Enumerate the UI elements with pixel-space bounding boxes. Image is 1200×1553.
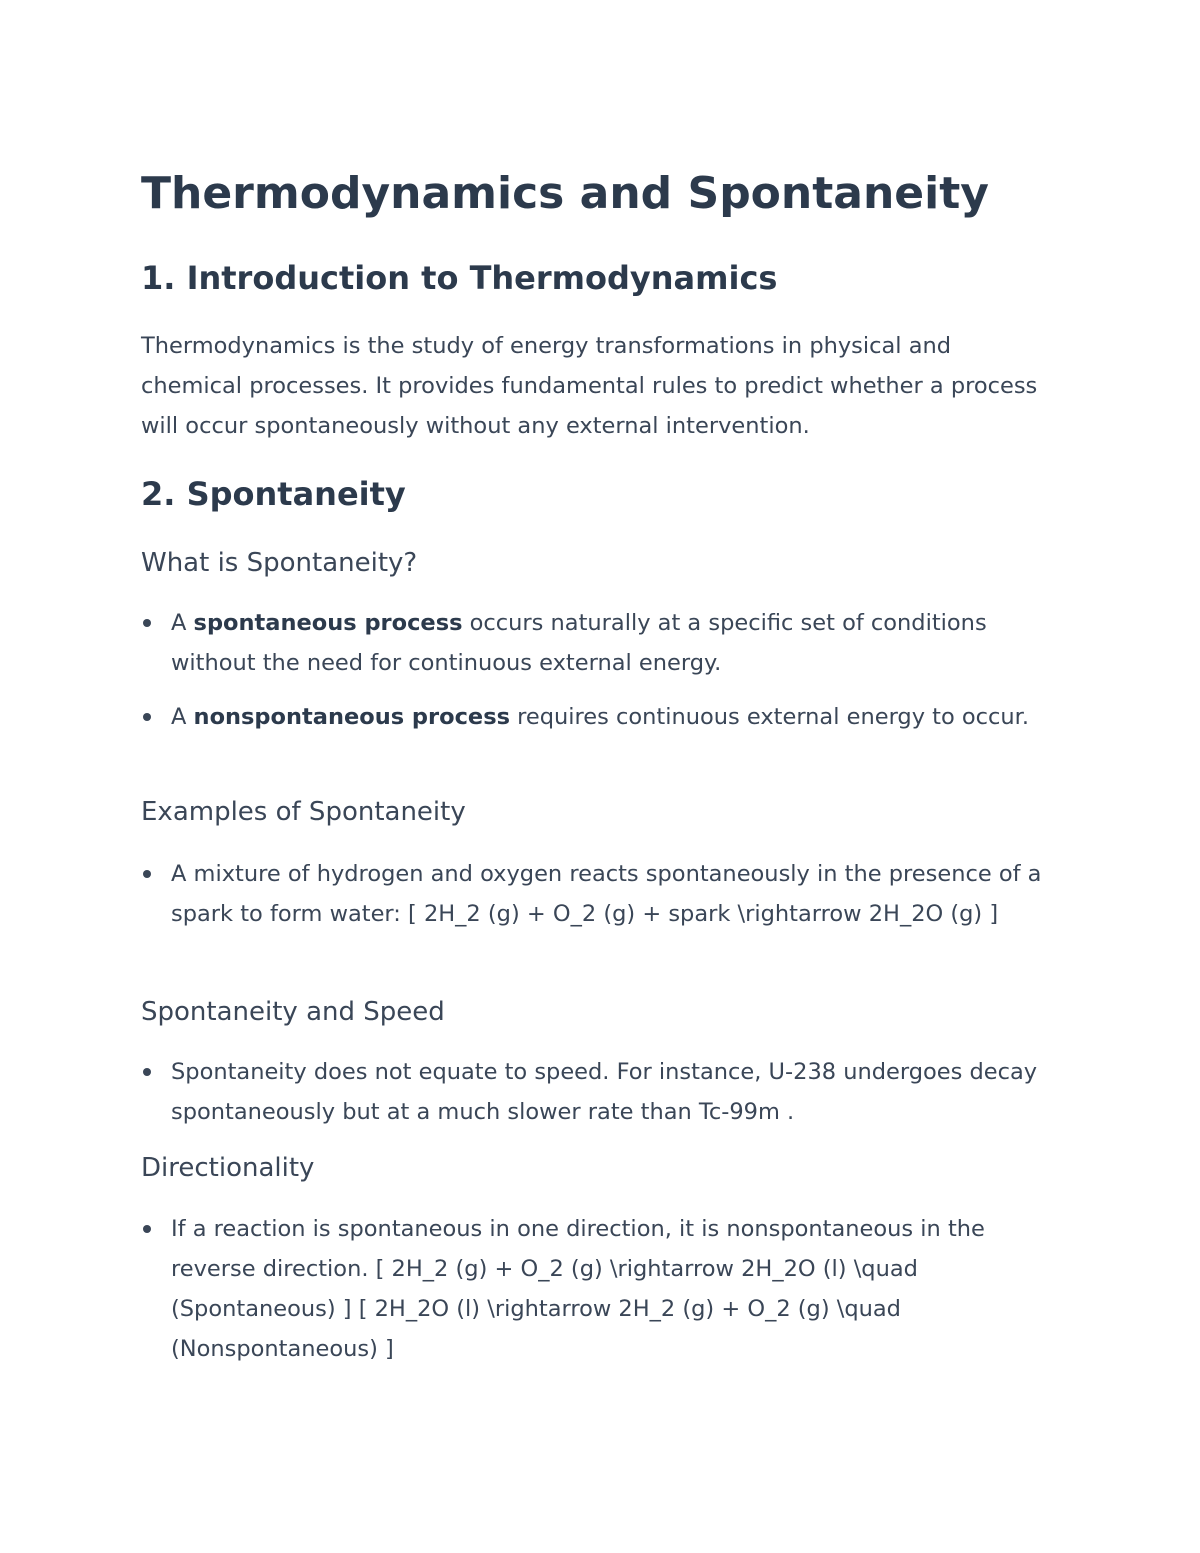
list-item [141, 1209, 1071, 1369]
bold-term: spontaneous process [193, 610, 463, 636]
directionality-list [141, 1209, 1071, 1369]
section-heading-intro: 1. Introduction to Thermodynamics [141, 259, 778, 297]
bullet-icon [143, 1225, 151, 1233]
bold-term: nonspontaneous process [193, 704, 510, 730]
list-item [141, 697, 1071, 737]
bullet-text-pre: A [171, 704, 194, 730]
bullet-text: Spontaneity does not equate to speed. For instance, U-238 undergoes decay spontaneously but at a much slower rate than Tc-99m . [171, 1059, 1038, 1125]
bullet-icon [143, 713, 151, 721]
bullet-icon [143, 1068, 151, 1076]
bullet-icon [143, 870, 151, 878]
subheading-what-is-spontaneity: What is Spontaneity? [141, 548, 418, 578]
examples-list [141, 854, 1071, 934]
subheading-directionality: Directionality [141, 1153, 315, 1183]
bullet-icon [143, 619, 151, 627]
what-is-spontaneity-list [141, 603, 1071, 737]
section-heading-spontaneity: 2. Spontaneity [141, 475, 406, 513]
document-title: Thermodynamics and Spontaneity [141, 168, 989, 219]
speed-list [141, 1052, 1071, 1132]
bullet-text: A mixture of hydrogen and oxygen reacts spontaneously in the presence of a spark to form water: [ 2H_2 (g) + O_2 (g) + spark \rightarrow 2H_2O (g) ] [171, 861, 1042, 927]
subheading-speed: Spontaneity and Speed [141, 997, 445, 1027]
subheading-examples: Examples of Spontaneity [141, 797, 466, 827]
list-item [141, 603, 1071, 683]
bullet-text-post: occurs naturally at a specific set of conditions without the need for continuous external energy. [171, 610, 987, 676]
list-item [141, 1052, 1071, 1132]
bullet-text-pre: A [171, 610, 194, 636]
bullet-text: If a reaction is spontaneous in one direction, it is nonspontaneous in the reverse direction. [ 2H_2 (g) + O_2 (g) \rightarrow 2H_2O (l) \quad (Spontaneous) ] [ 2H_2O (l) \rightarrow 2H_2 (g) + O_2 (g) \quad (Nonspontaneous) ] [171, 1216, 985, 1362]
intro-paragraph: Thermodynamics is the study of energy transformations in physical and chemical processes. It provides fundamental rules to predict whether a process will occur spontaneously without any external intervention. [141, 333, 1038, 439]
list-item [141, 854, 1071, 934]
bullet-text-post: requires continuous external energy to occur. [509, 704, 1030, 730]
